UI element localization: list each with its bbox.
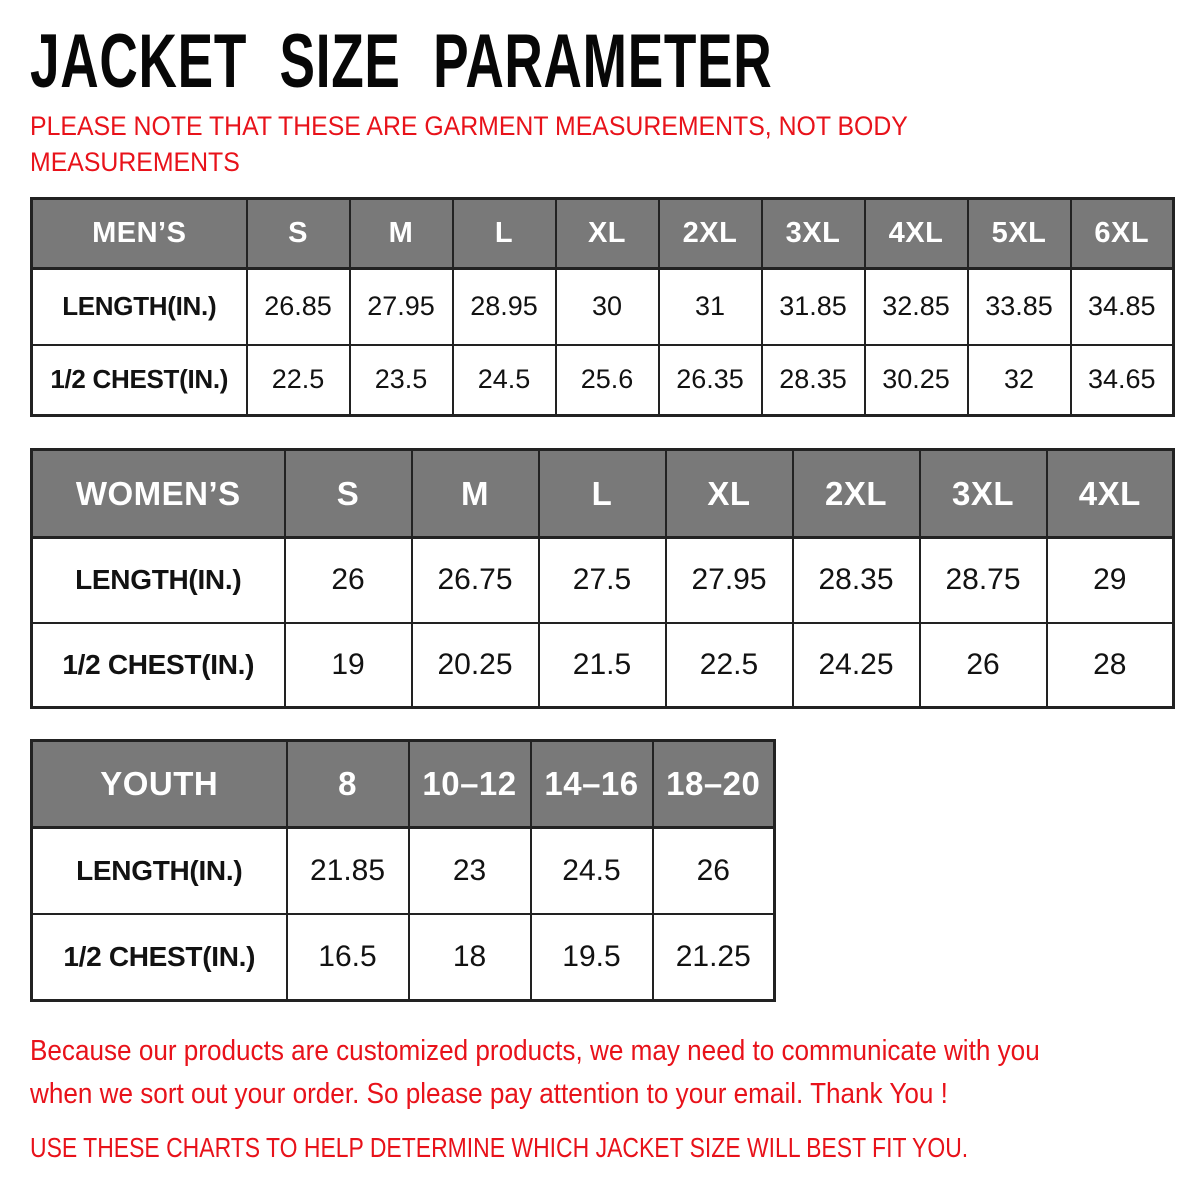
measurement-cell: 26 xyxy=(920,623,1047,708)
measurement-cell: 26.35 xyxy=(659,345,762,416)
page-title: JACKET SIZE PARAMETER xyxy=(30,19,773,104)
size-header-cell: 6XL xyxy=(1071,199,1174,269)
size-header-cell: 8 xyxy=(287,741,409,828)
note-line-1: PLEASE NOTE THAT THESE ARE GARMENT MEASUREMENTS, NOT BODY xyxy=(30,111,908,141)
size-header-cell: L xyxy=(453,199,556,269)
row-label-cell: LENGTH(IN.) xyxy=(32,828,287,914)
measurement-cell: 28.35 xyxy=(762,345,865,416)
measurement-cell: 31 xyxy=(659,269,762,345)
customization-notice-line-2: when we sort out your order. So please pay attention to your email. Thank You ! xyxy=(30,1078,948,1110)
measurement-cell: 27.95 xyxy=(666,538,793,623)
measurement-cell: 32 xyxy=(968,345,1071,416)
size-header-cell: S xyxy=(285,450,412,538)
measurement-cell: 19.5 xyxy=(531,914,653,1001)
measurement-cell: 33.85 xyxy=(968,269,1071,345)
measurement-cell: 30.25 xyxy=(865,345,968,416)
row-label-cell: LENGTH(IN.) xyxy=(32,269,247,345)
womens-size-table xyxy=(30,448,1175,709)
size-header-cell: XL xyxy=(556,199,659,269)
measurement-cell: 26 xyxy=(285,538,412,623)
measurement-cell: 28 xyxy=(1047,623,1174,708)
table-title-cell: WOMEN’S xyxy=(32,450,285,538)
customization-notice-line-1: Because our products are customized products, we may need to communicate with you xyxy=(30,1035,1040,1067)
measurement-cell: 23 xyxy=(409,828,531,914)
row-label-cell: 1/2 CHEST(IN.) xyxy=(32,345,247,416)
womens-chest-row xyxy=(32,623,1174,708)
measurement-cell: 18 xyxy=(409,914,531,1001)
measurement-cell: 28.35 xyxy=(793,538,920,623)
size-header-cell: 4XL xyxy=(865,199,968,269)
youth-chest-row xyxy=(32,914,775,1001)
size-header-cell: 5XL xyxy=(968,199,1071,269)
measurement-cell: 25.6 xyxy=(556,345,659,416)
size-header-cell: 4XL xyxy=(1047,450,1174,538)
measurement-cell: 22.5 xyxy=(247,345,350,416)
row-label-cell: 1/2 CHEST(IN.) xyxy=(32,914,287,1001)
measurement-cell: 24.5 xyxy=(453,345,556,416)
size-header-cell: M xyxy=(350,199,453,269)
size-header-cell: L xyxy=(539,450,666,538)
measurement-cell: 27.5 xyxy=(539,538,666,623)
measurement-cell: 21.5 xyxy=(539,623,666,708)
measurement-cell: 34.65 xyxy=(1071,345,1174,416)
mens-length-row xyxy=(32,269,1174,345)
size-header-cell: S xyxy=(247,199,350,269)
table-title-cell: MEN’S xyxy=(32,199,247,269)
size-header-cell: 2XL xyxy=(793,450,920,538)
measurement-cell: 32.85 xyxy=(865,269,968,345)
measurement-cell: 28.75 xyxy=(920,538,1047,623)
size-header-cell: 3XL xyxy=(920,450,1047,538)
measurement-cell: 21.25 xyxy=(653,914,775,1001)
womens-length-row xyxy=(32,538,1174,623)
size-header-cell: XL xyxy=(666,450,793,538)
measurement-cell: 26 xyxy=(653,828,775,914)
measurement-cell: 29 xyxy=(1047,538,1174,623)
size-header-cell: M xyxy=(412,450,539,538)
measurement-cell: 30 xyxy=(556,269,659,345)
measurement-cell: 28.95 xyxy=(453,269,556,345)
customization-notice xyxy=(30,1030,1152,1116)
measurement-cell: 16.5 xyxy=(287,914,409,1001)
measurement-cell: 34.85 xyxy=(1071,269,1174,345)
measurement-cell: 22.5 xyxy=(666,623,793,708)
measurement-cell: 31.85 xyxy=(762,269,865,345)
womens-header-row xyxy=(32,450,1174,538)
size-header-cell: 10–12 xyxy=(409,741,531,828)
table-title-cell: YOUTH xyxy=(32,741,287,828)
mens-chest-row xyxy=(32,345,1174,416)
measurement-cell: 20.25 xyxy=(412,623,539,708)
youth-size-table xyxy=(30,739,776,1002)
size-header-cell: 18–20 xyxy=(653,741,775,828)
mens-header-row xyxy=(32,199,1174,269)
chart-usage-advice: USE THESE CHARTS TO HELP DETERMINE WHICH JACKET SIZE WILL BEST FIT YOU. xyxy=(30,1132,969,1163)
mens-size-table xyxy=(30,197,1175,417)
youth-length-row xyxy=(32,828,775,914)
size-header-cell: 3XL xyxy=(762,199,865,269)
size-header-cell: 2XL xyxy=(659,199,762,269)
garment-measurement-note xyxy=(30,108,984,180)
measurement-cell: 26.85 xyxy=(247,269,350,345)
measurement-cell: 26.75 xyxy=(412,538,539,623)
measurement-cell: 21.85 xyxy=(287,828,409,914)
measurement-cell: 24.5 xyxy=(531,828,653,914)
row-label-cell: 1/2 CHEST(IN.) xyxy=(32,623,285,708)
size-header-cell: 14–16 xyxy=(531,741,653,828)
note-line-2: MEASUREMENTS xyxy=(30,147,240,177)
row-label-cell: LENGTH(IN.) xyxy=(32,538,285,623)
youth-header-row xyxy=(32,741,775,828)
measurement-cell: 23.5 xyxy=(350,345,453,416)
measurement-cell: 24.25 xyxy=(793,623,920,708)
measurement-cell: 19 xyxy=(285,623,412,708)
measurement-cell: 27.95 xyxy=(350,269,453,345)
